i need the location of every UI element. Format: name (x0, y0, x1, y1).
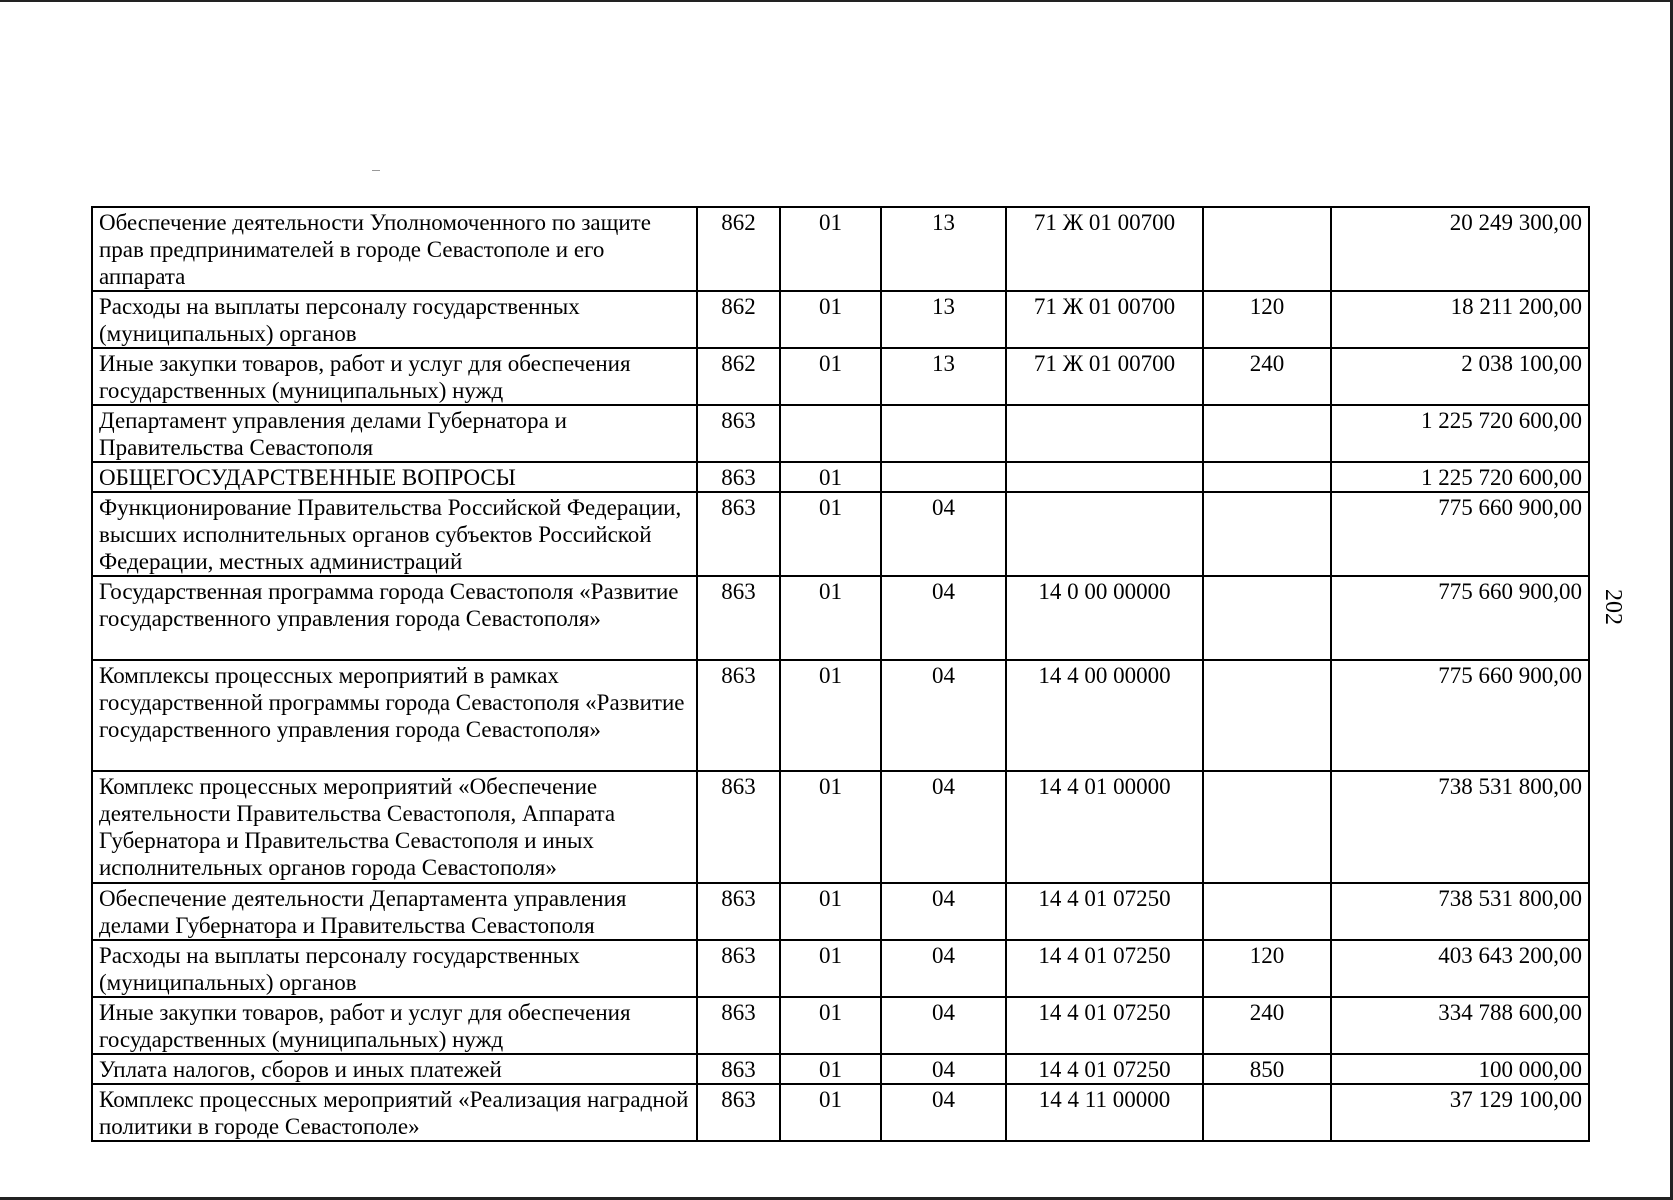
table-row (92, 207, 1589, 291)
table-row (92, 405, 1589, 462)
cell-rz: 01 (780, 1084, 881, 1141)
cell-rz: 01 (780, 660, 881, 771)
cell-pr: 04 (881, 940, 1006, 997)
cell-pr: 13 (881, 291, 1006, 348)
cell-vr (1203, 462, 1331, 492)
cell-name: Государственная программа города Севастополя «Развитие государственного управления города Севастополя» (92, 576, 697, 660)
cell-csr: 14 4 11 00000 (1006, 1084, 1203, 1141)
cell-pr (881, 462, 1006, 492)
cell-vr: 850 (1203, 1054, 1331, 1084)
cell-name: ОБЩЕГОСУДАРСТВЕННЫЕ ВОПРОСЫ (92, 462, 697, 492)
cell-name: Департамент управления делами Губернатора и Правительства Севастополя (92, 405, 697, 462)
cell-sum: 334 788 600,00 (1331, 997, 1589, 1054)
cell-vr (1203, 207, 1331, 291)
cell-sum: 18 211 200,00 (1331, 291, 1589, 348)
cell-pr: 04 (881, 660, 1006, 771)
cell-vr (1203, 576, 1331, 660)
cell-rz: 01 (780, 492, 881, 576)
cell-vr (1203, 660, 1331, 771)
cell-gr: 863 (697, 940, 780, 997)
table-row (92, 492, 1589, 576)
cell-csr: 14 4 01 07250 (1006, 1054, 1203, 1084)
cell-gr: 863 (697, 492, 780, 576)
cell-name: Комплекс процессных мероприятий «Реализация наградной политики в городе Севастополе» (92, 1084, 697, 1141)
cell-sum: 1 225 720 600,00 (1331, 462, 1589, 492)
cell-pr: 04 (881, 492, 1006, 576)
cell-gr: 863 (697, 883, 780, 940)
cell-pr: 04 (881, 1054, 1006, 1084)
cell-name: Функционирование Правительства Российской Федерации, высших исполнительных органов субъектов Российской Федерации, местных администраций (92, 492, 697, 576)
cell-rz: 01 (780, 462, 881, 492)
table-row (92, 576, 1589, 660)
cell-sum: 100 000,00 (1331, 1054, 1589, 1084)
cell-name: Комплексы процессных мероприятий в рамках государственной программы города Севастополя «Развитие государственного управления города Севастополя» (92, 660, 697, 771)
cell-gr: 863 (697, 771, 780, 883)
page-number: 202 (1600, 589, 1627, 625)
cell-gr: 862 (697, 207, 780, 291)
cell-pr: 04 (881, 997, 1006, 1054)
cell-name: Обеспечение деятельности Департамента управления делами Губернатора и Правительства Севастополя (92, 883, 697, 940)
cell-rz: 01 (780, 883, 881, 940)
cell-pr: 04 (881, 771, 1006, 883)
cell-csr (1006, 462, 1203, 492)
cell-csr: 14 4 01 07250 (1006, 883, 1203, 940)
cell-csr (1006, 492, 1203, 576)
cell-sum: 37 129 100,00 (1331, 1084, 1589, 1141)
table-row (92, 1054, 1589, 1084)
cell-rz: 01 (780, 940, 881, 997)
cell-name: Расходы на выплаты персоналу государственных (муниципальных) органов (92, 940, 697, 997)
cell-csr: 14 4 01 07250 (1006, 940, 1203, 997)
table-row (92, 883, 1589, 940)
cell-vr: 240 (1203, 997, 1331, 1054)
cell-vr: 120 (1203, 940, 1331, 997)
cell-rz (780, 405, 881, 462)
cell-name: Иные закупки товаров, работ и услуг для обеспечения государственных (муниципальных) нужд (92, 348, 697, 405)
cell-pr: 13 (881, 207, 1006, 291)
cell-pr: 04 (881, 1084, 1006, 1141)
table-row (92, 771, 1589, 883)
cell-vr (1203, 883, 1331, 940)
cell-sum: 738 531 800,00 (1331, 883, 1589, 940)
cell-gr: 863 (697, 997, 780, 1054)
cell-pr: 04 (881, 883, 1006, 940)
cell-vr (1203, 771, 1331, 883)
table-row (92, 291, 1589, 348)
cell-vr: 240 (1203, 348, 1331, 405)
cell-vr (1203, 405, 1331, 462)
cell-csr: 71 Ж 01 00700 (1006, 348, 1203, 405)
cell-sum: 775 660 900,00 (1331, 660, 1589, 771)
cell-csr: 14 4 01 07250 (1006, 997, 1203, 1054)
cell-csr: 14 4 01 00000 (1006, 771, 1203, 883)
table-body (92, 207, 1589, 1141)
scan-artifact (372, 170, 380, 171)
table-row (92, 348, 1589, 405)
cell-gr: 863 (697, 1054, 780, 1084)
cell-gr: 863 (697, 576, 780, 660)
cell-csr (1006, 405, 1203, 462)
cell-vr (1203, 492, 1331, 576)
cell-name: Обеспечение деятельности Уполномоченного по защите прав предпринимателей в городе Севастополе и его аппарата (92, 207, 697, 291)
cell-sum: 20 249 300,00 (1331, 207, 1589, 291)
cell-csr: 71 Ж 01 00700 (1006, 291, 1203, 348)
cell-name: Расходы на выплаты персоналу государственных (муниципальных) органов (92, 291, 697, 348)
cell-name: Комплекс процессных мероприятий «Обеспечение деятельности Правительства Севастополя, Аппарата Губернатора и Правительства Севастополя и иных исполнительных органов города Севастополя» (92, 771, 697, 883)
budget-table (91, 206, 1590, 1142)
cell-pr: 04 (881, 576, 1006, 660)
table-row (92, 1084, 1589, 1141)
cell-csr: 14 4 00 00000 (1006, 660, 1203, 771)
cell-gr: 862 (697, 348, 780, 405)
table-row (92, 940, 1589, 997)
cell-rz: 01 (780, 771, 881, 883)
cell-name: Уплата налогов, сборов и иных платежей (92, 1054, 697, 1084)
cell-rz: 01 (780, 291, 881, 348)
cell-csr: 14 0 00 00000 (1006, 576, 1203, 660)
cell-gr: 863 (697, 660, 780, 771)
cell-gr: 863 (697, 462, 780, 492)
table-row (92, 660, 1589, 771)
cell-gr: 863 (697, 1084, 780, 1141)
cell-rz: 01 (780, 348, 881, 405)
cell-vr (1203, 1084, 1331, 1141)
cell-csr: 71 Ж 01 00700 (1006, 207, 1203, 291)
cell-sum: 2 038 100,00 (1331, 348, 1589, 405)
cell-vr: 120 (1203, 291, 1331, 348)
cell-pr: 13 (881, 348, 1006, 405)
cell-gr: 862 (697, 291, 780, 348)
cell-sum: 738 531 800,00 (1331, 771, 1589, 883)
cell-pr (881, 405, 1006, 462)
cell-sum: 775 660 900,00 (1331, 576, 1589, 660)
table-row (92, 462, 1589, 492)
cell-rz: 01 (780, 207, 881, 291)
table-row (92, 997, 1589, 1054)
cell-rz: 01 (780, 997, 881, 1054)
cell-gr: 863 (697, 405, 780, 462)
cell-sum: 1 225 720 600,00 (1331, 405, 1589, 462)
cell-sum: 403 643 200,00 (1331, 940, 1589, 997)
cell-rz: 01 (780, 1054, 881, 1084)
page-edge-top (0, 0, 1673, 2)
cell-sum: 775 660 900,00 (1331, 492, 1589, 576)
cell-name: Иные закупки товаров, работ и услуг для обеспечения государственных (муниципальных) нужд (92, 997, 697, 1054)
cell-rz: 01 (780, 576, 881, 660)
